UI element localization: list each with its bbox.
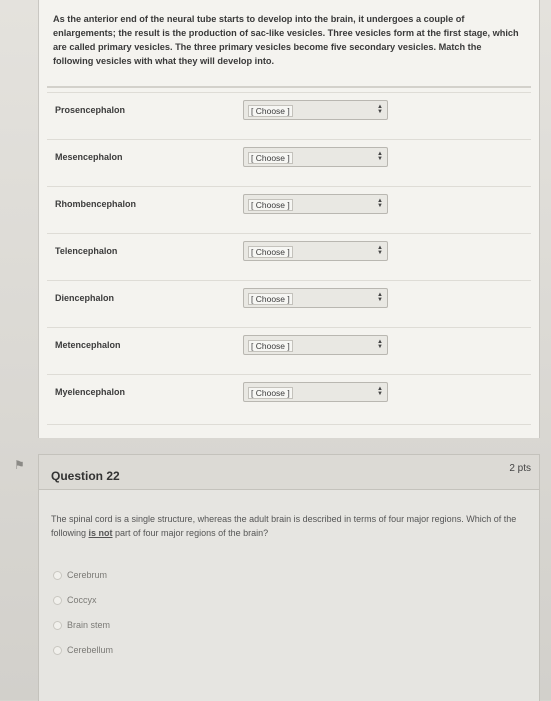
select-value: [ Choose ]: [248, 293, 293, 305]
question-points: 2 pts: [509, 463, 531, 474]
divider: [47, 424, 531, 425]
select-value: [ Choose ]: [248, 246, 293, 258]
match-label: Diencephalon: [55, 293, 115, 303]
match-select-rhombencephalon[interactable]: [243, 194, 388, 214]
radio-button[interactable]: [53, 646, 62, 655]
select-value: [ Choose ]: [248, 199, 293, 211]
radio-button[interactable]: [53, 596, 62, 605]
match-select-myelencephalon[interactable]: [243, 382, 388, 402]
match-row-myelencephalon: [47, 374, 531, 421]
select-value: [ Choose ]: [248, 387, 293, 399]
updown-arrow-icon: ▲ ▼: [377, 198, 383, 209]
question-title: Question 22: [51, 469, 120, 483]
answer-label: Cerebellum: [67, 645, 114, 655]
question-text-emphasis: is not: [88, 528, 113, 538]
match-row-rhombencephalon: [47, 186, 531, 233]
match-select-telencephalon[interactable]: [243, 241, 388, 261]
updown-arrow-icon: ▲ ▼: [377, 151, 383, 162]
updown-arrow-icon: ▲ ▼: [377, 292, 383, 303]
match-row-mesencephalon: [47, 139, 531, 186]
updown-arrow-icon: ▲ ▼: [377, 339, 383, 350]
question-text-end: part of four major regions of the brain?: [112, 528, 269, 538]
select-value: [ Choose ]: [248, 340, 293, 352]
question-22-header: [39, 455, 539, 490]
question-21-prompt: As the anterior end of the neural tube starts to develop into the brain, it undergoes a couple of enlargements; the result is the production of sac-like vesicles. Three vesicles form at the first stage, which are called primary vesicles. The three primary vesicles become five secondary vesicles. Match the following vesicles with what they will develop into.: [53, 14, 519, 66]
divider: [47, 86, 531, 88]
match-row-prosencephalon: [47, 92, 531, 139]
match-row-diencephalon: [47, 280, 531, 327]
match-select-prosencephalon[interactable]: [243, 100, 388, 120]
answer-label: Cerebrum: [67, 570, 108, 580]
match-row-metencephalon: [47, 327, 531, 374]
updown-arrow-icon: ▲ ▼: [377, 245, 383, 256]
match-label: Mesencephalon: [55, 152, 123, 162]
updown-arrow-icon: ▲ ▼: [377, 386, 383, 397]
match-select-metencephalon[interactable]: [243, 335, 388, 355]
radio-button[interactable]: [53, 621, 62, 630]
flag-icon[interactable]: ⚑: [14, 458, 25, 472]
question-22-text: [51, 512, 521, 540]
match-row-telencephalon: [47, 233, 531, 280]
question-22-card: [38, 454, 540, 701]
match-select-mesencephalon[interactable]: [243, 147, 388, 167]
match-label: Metencephalon: [55, 340, 121, 350]
match-label: Prosencephalon: [55, 105, 126, 115]
match-label: Myelencephalon: [55, 387, 126, 397]
question-22-body: [39, 490, 539, 701]
answer-label: Coccyx: [67, 595, 97, 605]
radio-button[interactable]: [53, 571, 62, 580]
question-text-start: The spinal cord is a single structure, whereas the adult brain is described in terms of four major regions. Which of the following: [51, 514, 517, 538]
match-select-diencephalon[interactable]: [243, 288, 388, 308]
match-label: Telencephalon: [55, 246, 118, 256]
match-label: Rhombencephalon: [55, 199, 137, 209]
question-21-card: [38, 0, 540, 438]
answer-label: Brain stem: [67, 620, 111, 630]
updown-arrow-icon: ▲ ▼: [377, 104, 383, 115]
select-value: [ Choose ]: [248, 152, 293, 164]
select-value: [ Choose ]: [248, 105, 293, 117]
